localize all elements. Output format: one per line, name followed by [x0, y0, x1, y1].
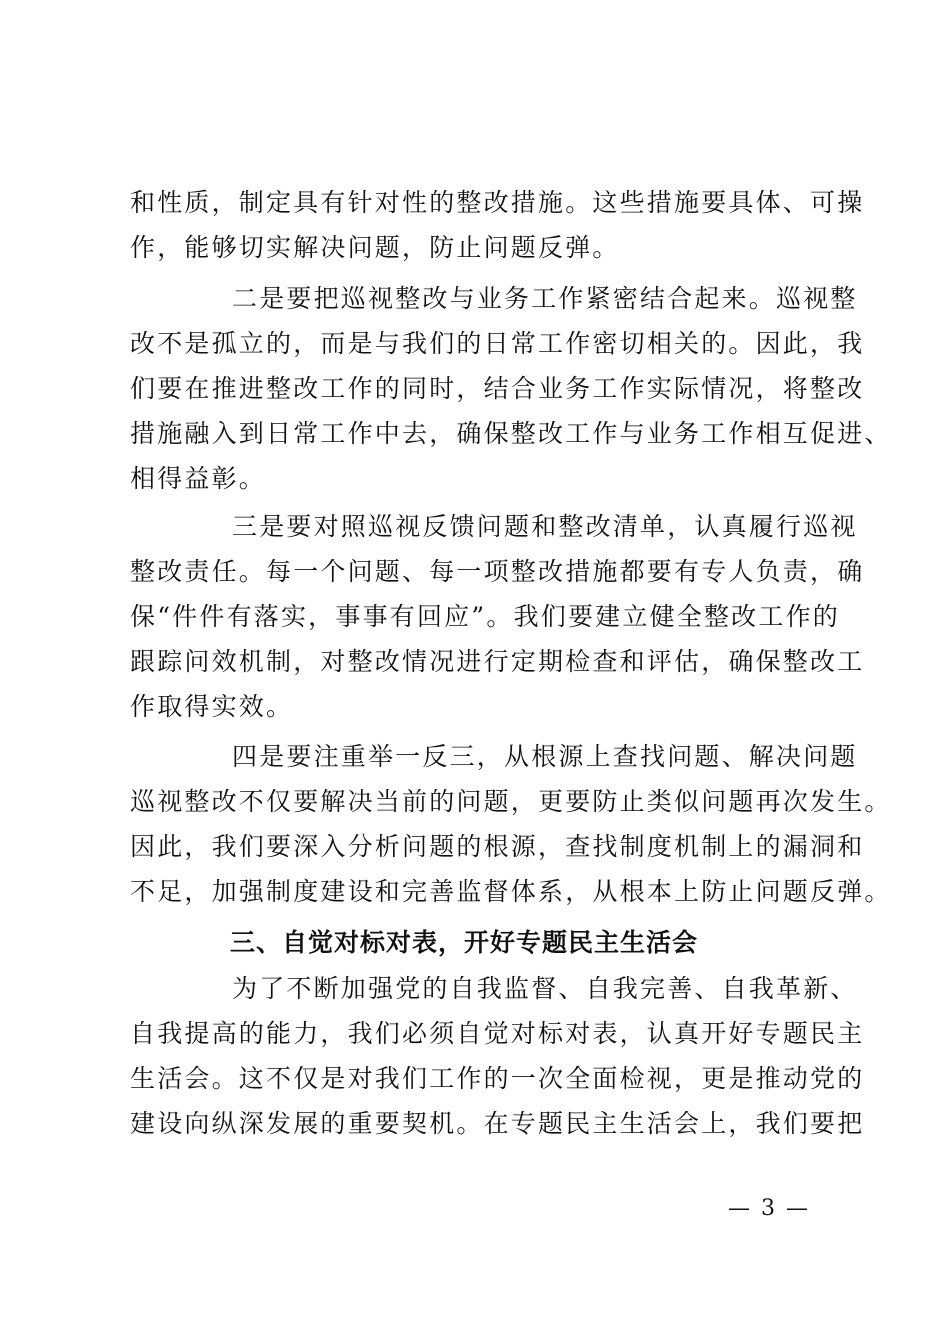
page-number: — 3 — — [728, 1196, 810, 1221]
paragraph-line: 四是要注重举一反三，从根源上查找问题、解决问题 — [232, 742, 858, 771]
paragraph-line: 跟踪问效机制，对整改情况进行定期检查和评估，确保整改工 — [130, 647, 865, 676]
paragraph-line: 巡视整改不仅要解决当前的问题，更要防止类似问题再次发生。 — [130, 787, 892, 816]
paragraph-line: 建设向纵深发展的重要契机。在专题民主生活会上，我们要把 — [130, 1109, 865, 1138]
paragraph-point-three — [130, 504, 865, 729]
paragraph-line: 和性质，制定具有针对性的整改措施。这些措施要具体、可操 — [130, 188, 865, 217]
paragraph-line: 作取得实效。 — [130, 692, 294, 721]
paragraph-line: 自我提高的能力，我们必须自觉对标对表，认真开好专题民主 — [130, 1019, 865, 1048]
section-heading: 三、自觉对标对表，开好专题民主生活会 — [230, 928, 699, 957]
paragraph-point-four — [130, 734, 892, 914]
paragraph-line: 二是要把巡视整改与业务工作紧密结合起来。巡视整 — [232, 284, 858, 313]
paragraph-line: 措施融入到日常工作中去，确保整改工作与业务工作相互促进、 — [130, 419, 892, 448]
paragraph-line: 们要在推进整改工作的同时，结合业务工作实际情况，将整改 — [130, 374, 865, 403]
paragraph-line: 生活会。这不仅是对我们工作的一次全面检视，更是推动党的 — [130, 1064, 865, 1093]
paragraph-line: 相得益彰。 — [130, 464, 267, 493]
paragraph-line: 改不是孤立的，而是与我们的日常工作密切相关的。因此，我 — [130, 329, 865, 358]
paragraph-line: 整改责任。每一个问题、每一项整改措施都要有专人负责，确 — [130, 557, 865, 586]
paragraph-line: 因此，我们要深入分析问题的根源，查找制度机制上的漏洞和 — [130, 832, 865, 861]
paragraph-line: 为了不断加强党的自我监督、自我完善、自我革新、 — [232, 974, 858, 1003]
paragraph-point-two — [130, 276, 892, 501]
paragraph-section-three-intro — [130, 966, 865, 1146]
paragraph-line: 作，能够切实解决问题，防止问题反弹。 — [130, 233, 620, 262]
paragraph-line: 保“件件有落实，事事有回应”。我们要建立健全整改工作的 — [130, 602, 840, 631]
paragraph-line: 不足，加强制度建设和完善监督体系，从根本上防止问题反弹。 — [130, 877, 892, 906]
paragraph-line: 三是要对照巡视反馈问题和整改清单，认真履行巡视 — [232, 512, 858, 541]
paragraph-continued-measures — [130, 180, 865, 270]
